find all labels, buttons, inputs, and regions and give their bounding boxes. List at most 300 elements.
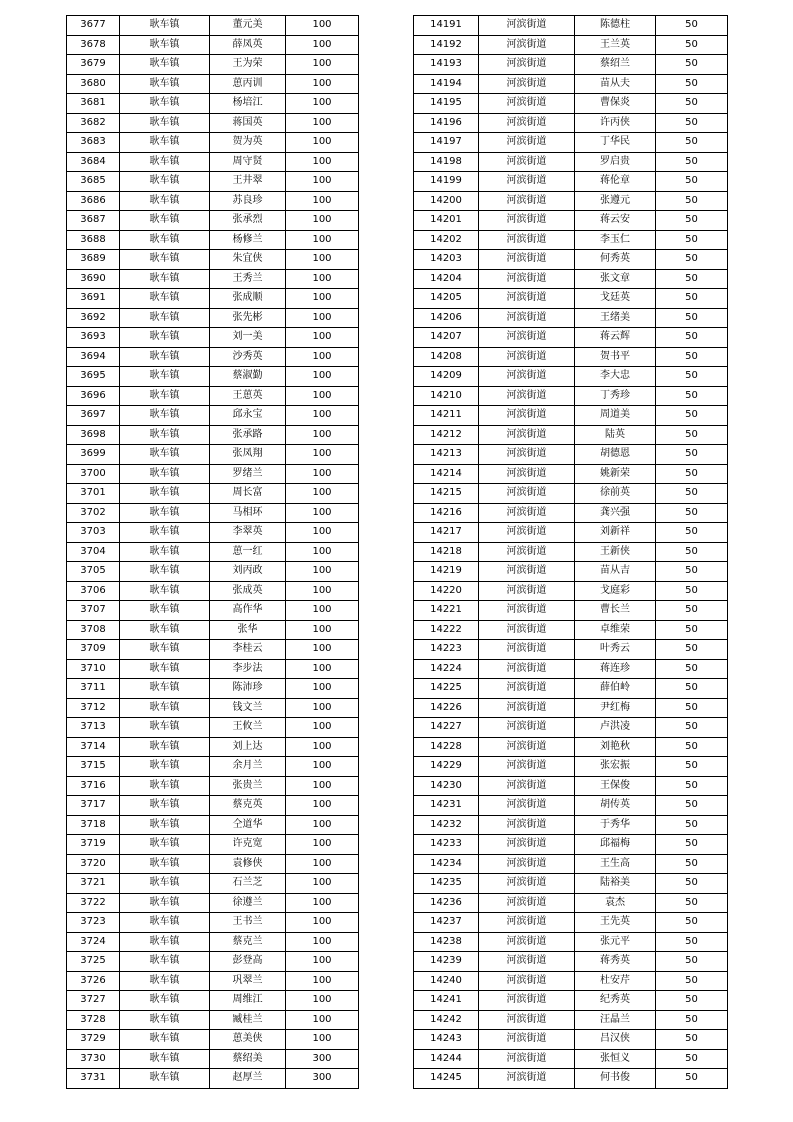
serial-number-cell: 14236 [414, 893, 479, 913]
person-name-cell: 何书俊 [575, 1069, 656, 1089]
amount-cell: 100 [286, 971, 359, 991]
table-row [414, 698, 728, 718]
table-row [67, 971, 359, 991]
district-cell: 河滨街道 [479, 16, 575, 36]
serial-number-cell: 3701 [67, 484, 120, 504]
table-row [67, 562, 359, 582]
table-row [414, 1010, 728, 1030]
amount-cell: 100 [286, 913, 359, 933]
person-name-cell: 尹红梅 [575, 698, 656, 718]
table-row [67, 211, 359, 231]
table-row [414, 269, 728, 289]
district-cell: 河滨街道 [479, 562, 575, 582]
amount-cell: 50 [656, 971, 728, 991]
person-name-cell: 陆裕美 [575, 874, 656, 894]
serial-number-cell: 14239 [414, 952, 479, 972]
table-row [67, 289, 359, 309]
district-cell: 耿车镇 [120, 211, 210, 231]
amount-cell: 50 [656, 581, 728, 601]
district-cell: 河滨街道 [479, 503, 575, 523]
person-name-cell: 张遵元 [575, 191, 656, 211]
person-name-cell: 蒋云安 [575, 211, 656, 231]
table-row [414, 55, 728, 75]
amount-cell: 50 [656, 893, 728, 913]
serial-number-cell: 3721 [67, 874, 120, 894]
person-name-cell: 罗绪兰 [210, 464, 286, 484]
district-cell: 耿车镇 [120, 230, 210, 250]
amount-cell: 50 [656, 523, 728, 543]
district-cell: 耿车镇 [120, 991, 210, 1011]
amount-cell: 100 [286, 991, 359, 1011]
table-row [414, 133, 728, 153]
district-cell: 耿车镇 [120, 35, 210, 55]
district-cell: 河滨街道 [479, 367, 575, 387]
person-name-cell: 许丙侠 [575, 113, 656, 133]
amount-cell: 50 [656, 620, 728, 640]
person-name-cell: 刘艳秋 [575, 737, 656, 757]
serial-number-cell: 3717 [67, 796, 120, 816]
serial-number-cell: 14223 [414, 640, 479, 660]
table-row [414, 113, 728, 133]
person-name-cell: 蔡绍美 [210, 1049, 286, 1069]
district-cell: 河滨街道 [479, 913, 575, 933]
table-row [414, 854, 728, 874]
table-row [414, 620, 728, 640]
person-name-cell: 张承路 [210, 425, 286, 445]
serial-number-cell: 3705 [67, 562, 120, 582]
person-name-cell: 吕汉侠 [575, 1030, 656, 1050]
district-cell: 河滨街道 [479, 932, 575, 952]
amount-cell: 100 [286, 308, 359, 328]
person-name-cell: 王先英 [575, 913, 656, 933]
amount-cell: 50 [656, 445, 728, 465]
amount-cell: 300 [286, 1049, 359, 1069]
district-cell: 耿车镇 [120, 191, 210, 211]
amount-cell: 100 [286, 776, 359, 796]
table-row [67, 1030, 359, 1050]
person-name-cell: 丁秀珍 [575, 386, 656, 406]
roster-table-right [413, 15, 728, 1089]
person-name-cell: 蒋云辉 [575, 328, 656, 348]
serial-number-cell: 14215 [414, 484, 479, 504]
amount-cell: 50 [656, 211, 728, 231]
district-cell: 河滨街道 [479, 328, 575, 348]
serial-number-cell: 3683 [67, 133, 120, 153]
person-name-cell: 刘上达 [210, 737, 286, 757]
roster-table-body [414, 16, 728, 1089]
district-cell: 耿车镇 [120, 94, 210, 114]
amount-cell: 50 [656, 74, 728, 94]
amount-cell: 50 [656, 35, 728, 55]
amount-cell: 50 [656, 1069, 728, 1089]
table-row [414, 874, 728, 894]
serial-number-cell: 3704 [67, 542, 120, 562]
amount-cell: 50 [656, 347, 728, 367]
person-name-cell: 王书兰 [210, 913, 286, 933]
table-row [414, 503, 728, 523]
amount-cell: 100 [286, 737, 359, 757]
amount-cell: 100 [286, 464, 359, 484]
district-cell: 耿车镇 [120, 445, 210, 465]
district-cell: 河滨街道 [479, 406, 575, 426]
district-cell: 河滨街道 [479, 523, 575, 543]
person-name-cell: 蒋连珍 [575, 659, 656, 679]
person-name-cell: 彭登高 [210, 952, 286, 972]
serial-number-cell: 3689 [67, 250, 120, 270]
district-cell: 耿车镇 [120, 425, 210, 445]
district-cell: 耿车镇 [120, 367, 210, 387]
amount-cell: 50 [656, 367, 728, 387]
amount-cell: 50 [656, 601, 728, 621]
district-cell: 河滨街道 [479, 1069, 575, 1089]
serial-number-cell: 3727 [67, 991, 120, 1011]
district-cell: 河滨街道 [479, 211, 575, 231]
amount-cell: 100 [286, 932, 359, 952]
district-cell: 河滨街道 [479, 172, 575, 192]
amount-cell: 50 [656, 152, 728, 172]
district-cell: 河滨街道 [479, 347, 575, 367]
amount-cell: 50 [656, 679, 728, 699]
district-cell: 河滨街道 [479, 1010, 575, 1030]
person-name-cell: 沙秀英 [210, 347, 286, 367]
table-row [67, 679, 359, 699]
district-cell: 耿车镇 [120, 406, 210, 426]
person-name-cell: 王新侠 [575, 542, 656, 562]
district-cell: 河滨街道 [479, 35, 575, 55]
table-row [414, 991, 728, 1011]
amount-cell: 50 [656, 230, 728, 250]
amount-cell: 100 [286, 406, 359, 426]
amount-cell: 100 [286, 191, 359, 211]
serial-number-cell: 3696 [67, 386, 120, 406]
amount-cell: 50 [656, 133, 728, 153]
amount-cell: 100 [286, 445, 359, 465]
serial-number-cell: 3690 [67, 269, 120, 289]
table-row [67, 601, 359, 621]
person-name-cell: 李步法 [210, 659, 286, 679]
district-cell: 耿车镇 [120, 874, 210, 894]
serial-number-cell: 14231 [414, 796, 479, 816]
serial-number-cell: 14222 [414, 620, 479, 640]
district-cell: 河滨街道 [479, 74, 575, 94]
table-row [67, 854, 359, 874]
table-row [67, 737, 359, 757]
person-name-cell: 纪秀英 [575, 991, 656, 1011]
serial-number-cell: 14235 [414, 874, 479, 894]
amount-cell: 100 [286, 893, 359, 913]
district-cell: 河滨街道 [479, 250, 575, 270]
amount-cell: 50 [656, 776, 728, 796]
amount-cell: 50 [656, 1030, 728, 1050]
serial-number-cell: 3695 [67, 367, 120, 387]
amount-cell: 50 [656, 913, 728, 933]
serial-number-cell: 3687 [67, 211, 120, 231]
district-cell: 耿车镇 [120, 581, 210, 601]
district-cell: 河滨街道 [479, 484, 575, 504]
person-name-cell: 薛凤英 [210, 35, 286, 55]
district-cell: 耿车镇 [120, 815, 210, 835]
district-cell: 耿车镇 [120, 464, 210, 484]
serial-number-cell: 3684 [67, 152, 120, 172]
person-name-cell: 罗启贵 [575, 152, 656, 172]
table-row [414, 659, 728, 679]
table-row [67, 991, 359, 1011]
amount-cell: 50 [656, 484, 728, 504]
table-row [414, 1049, 728, 1069]
amount-cell: 100 [286, 269, 359, 289]
district-cell: 耿车镇 [120, 640, 210, 660]
serial-number-cell: 3711 [67, 679, 120, 699]
table-row [414, 484, 728, 504]
serial-number-cell: 3719 [67, 835, 120, 855]
amount-cell: 100 [286, 835, 359, 855]
district-cell: 河滨街道 [479, 425, 575, 445]
district-cell: 耿车镇 [120, 250, 210, 270]
amount-cell: 100 [286, 16, 359, 36]
amount-cell: 100 [286, 698, 359, 718]
serial-number-cell: 3716 [67, 776, 120, 796]
person-name-cell: 王保俊 [575, 776, 656, 796]
table-row [67, 347, 359, 367]
table-row [414, 250, 728, 270]
amount-cell: 100 [286, 1030, 359, 1050]
person-name-cell: 叶秀云 [575, 640, 656, 660]
amount-cell: 100 [286, 601, 359, 621]
amount-cell: 100 [286, 386, 359, 406]
table-row [414, 367, 728, 387]
amount-cell: 50 [656, 815, 728, 835]
serial-number-cell: 14209 [414, 367, 479, 387]
district-cell: 河滨街道 [479, 659, 575, 679]
district-cell: 河滨街道 [479, 230, 575, 250]
serial-number-cell: 14217 [414, 523, 479, 543]
table-row [414, 289, 728, 309]
table-row [414, 211, 728, 231]
amount-cell: 50 [656, 874, 728, 894]
amount-cell: 50 [656, 757, 728, 777]
amount-cell: 100 [286, 620, 359, 640]
amount-cell: 100 [286, 74, 359, 94]
amount-cell: 50 [656, 737, 728, 757]
district-cell: 河滨街道 [479, 776, 575, 796]
serial-number-cell: 3700 [67, 464, 120, 484]
serial-number-cell: 14244 [414, 1049, 479, 1069]
table-row [67, 815, 359, 835]
person-name-cell: 贺书平 [575, 347, 656, 367]
table-row [67, 640, 359, 660]
table-row [67, 835, 359, 855]
amount-cell: 100 [286, 55, 359, 75]
person-name-cell: 陈德柱 [575, 16, 656, 36]
amount-cell: 100 [286, 581, 359, 601]
serial-number-cell: 3699 [67, 445, 120, 465]
table-row [414, 445, 728, 465]
serial-number-cell: 14234 [414, 854, 479, 874]
person-name-cell: 王兰英 [575, 35, 656, 55]
table-row [414, 191, 728, 211]
person-name-cell: 仝道华 [210, 815, 286, 835]
serial-number-cell: 14207 [414, 328, 479, 348]
district-cell: 耿车镇 [120, 484, 210, 504]
person-name-cell: 王生高 [575, 854, 656, 874]
amount-cell: 50 [656, 640, 728, 660]
district-cell: 河滨街道 [479, 737, 575, 757]
serial-number-cell: 14191 [414, 16, 479, 36]
table-row [414, 425, 728, 445]
table-row [414, 601, 728, 621]
district-cell: 耿车镇 [120, 796, 210, 816]
person-name-cell: 王绪美 [575, 308, 656, 328]
serial-number-cell: 3731 [67, 1069, 120, 1089]
serial-number-cell: 14198 [414, 152, 479, 172]
table-row [67, 776, 359, 796]
amount-cell: 50 [656, 16, 728, 36]
person-name-cell: 戈庭彩 [575, 581, 656, 601]
serial-number-cell: 14245 [414, 1069, 479, 1089]
serial-number-cell: 3694 [67, 347, 120, 367]
district-cell: 耿车镇 [120, 620, 210, 640]
serial-number-cell: 14218 [414, 542, 479, 562]
table-row [67, 698, 359, 718]
district-cell: 河滨街道 [479, 191, 575, 211]
person-name-cell: 巩翠兰 [210, 971, 286, 991]
person-name-cell: 刘一美 [210, 328, 286, 348]
table-row [414, 815, 728, 835]
table-row [67, 445, 359, 465]
serial-number-cell: 14214 [414, 464, 479, 484]
district-cell: 河滨街道 [479, 815, 575, 835]
serial-number-cell: 14224 [414, 659, 479, 679]
serial-number-cell: 14195 [414, 94, 479, 114]
serial-number-cell: 3677 [67, 16, 120, 36]
serial-number-cell: 3728 [67, 1010, 120, 1030]
person-name-cell: 徐遵兰 [210, 893, 286, 913]
amount-cell: 50 [656, 698, 728, 718]
person-name-cell: 邱福梅 [575, 835, 656, 855]
person-name-cell: 苗从吉 [575, 562, 656, 582]
district-cell: 耿车镇 [120, 1030, 210, 1050]
amount-cell: 50 [656, 172, 728, 192]
serial-number-cell: 14204 [414, 269, 479, 289]
person-name-cell: 王葸英 [210, 386, 286, 406]
table-row [67, 932, 359, 952]
table-row [67, 152, 359, 172]
table-row [414, 932, 728, 952]
serial-number-cell: 14213 [414, 445, 479, 465]
amount-cell: 100 [286, 35, 359, 55]
table-row [67, 659, 359, 679]
serial-number-cell: 14237 [414, 913, 479, 933]
district-cell: 耿车镇 [120, 893, 210, 913]
person-name-cell: 张文章 [575, 269, 656, 289]
amount-cell: 100 [286, 874, 359, 894]
person-name-cell: 赵厚兰 [210, 1069, 286, 1089]
serial-number-cell: 14194 [414, 74, 479, 94]
amount-cell: 100 [286, 172, 359, 192]
district-cell: 河滨街道 [479, 893, 575, 913]
amount-cell: 50 [656, 854, 728, 874]
table-row [67, 796, 359, 816]
serial-number-cell: 14199 [414, 172, 479, 192]
table-row [414, 542, 728, 562]
serial-number-cell: 3724 [67, 932, 120, 952]
amount-cell: 50 [656, 562, 728, 582]
serial-number-cell: 3722 [67, 893, 120, 913]
amount-cell: 100 [286, 250, 359, 270]
amount-cell: 100 [286, 425, 359, 445]
serial-number-cell: 3712 [67, 698, 120, 718]
person-name-cell: 蒋国英 [210, 113, 286, 133]
table-row [67, 250, 359, 270]
person-name-cell: 刘新祥 [575, 523, 656, 543]
district-cell: 耿车镇 [120, 113, 210, 133]
person-name-cell: 蔡淑勤 [210, 367, 286, 387]
roster-table-left [66, 15, 359, 1089]
table-row [414, 835, 728, 855]
table-row [67, 913, 359, 933]
person-name-cell: 薛伯岭 [575, 679, 656, 699]
table-row [414, 971, 728, 991]
amount-cell: 100 [286, 796, 359, 816]
table-row [67, 1010, 359, 1030]
district-cell: 耿车镇 [120, 16, 210, 36]
table-row [414, 952, 728, 972]
table-row [67, 523, 359, 543]
table-row [67, 16, 359, 36]
serial-number-cell: 3723 [67, 913, 120, 933]
amount-cell: 50 [656, 932, 728, 952]
person-name-cell: 张成英 [210, 581, 286, 601]
person-name-cell: 袁杰 [575, 893, 656, 913]
district-cell: 耿车镇 [120, 1010, 210, 1030]
district-cell: 河滨街道 [479, 679, 575, 699]
serial-number-cell: 3686 [67, 191, 120, 211]
amount-cell: 100 [286, 542, 359, 562]
amount-cell: 100 [286, 211, 359, 231]
serial-number-cell: 3714 [67, 737, 120, 757]
district-cell: 河滨街道 [479, 308, 575, 328]
serial-number-cell: 3715 [67, 757, 120, 777]
person-name-cell: 李大忠 [575, 367, 656, 387]
district-cell: 河滨街道 [479, 952, 575, 972]
district-cell: 耿车镇 [120, 932, 210, 952]
serial-number-cell: 3718 [67, 815, 120, 835]
district-cell: 耿车镇 [120, 1069, 210, 1089]
amount-cell: 300 [286, 1069, 359, 1089]
person-name-cell: 李翠英 [210, 523, 286, 543]
serial-number-cell: 14200 [414, 191, 479, 211]
serial-number-cell: 14230 [414, 776, 479, 796]
serial-number-cell: 14240 [414, 971, 479, 991]
table-row [414, 913, 728, 933]
serial-number-cell: 14226 [414, 698, 479, 718]
serial-number-cell: 3730 [67, 1049, 120, 1069]
table-row [414, 35, 728, 55]
table-row [414, 172, 728, 192]
serial-number-cell: 3720 [67, 854, 120, 874]
amount-cell: 50 [656, 464, 728, 484]
person-name-cell: 蔡克英 [210, 796, 286, 816]
serial-number-cell: 14212 [414, 425, 479, 445]
district-cell: 河滨街道 [479, 601, 575, 621]
table-row [67, 1049, 359, 1069]
district-cell: 河滨街道 [479, 289, 575, 309]
table-row [414, 1030, 728, 1050]
amount-cell: 100 [286, 133, 359, 153]
district-cell: 耿车镇 [120, 718, 210, 738]
table-row [67, 425, 359, 445]
district-cell: 河滨街道 [479, 971, 575, 991]
